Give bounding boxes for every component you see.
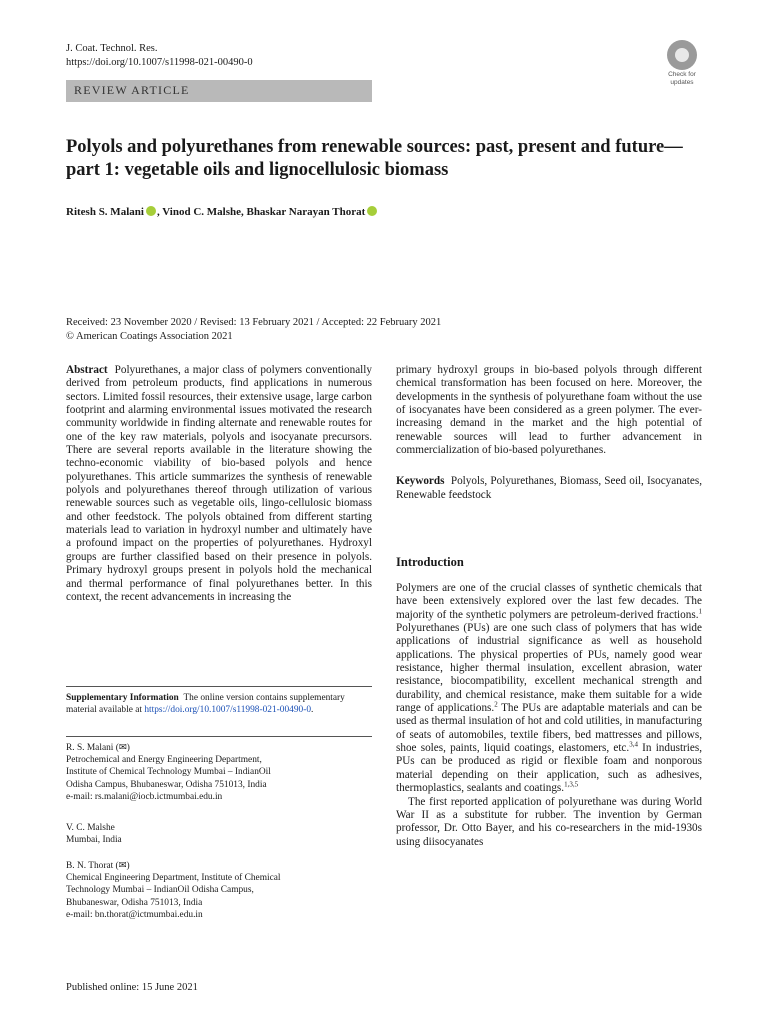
affiliation-line: Mumbai, India — [66, 835, 122, 846]
affiliation-name: V. C. Malshe — [66, 823, 115, 833]
intro-text: The PUs are adaptable materials and can be used as thermal insulation of hot and cold utilities, in manufacturing of seats of automobiles, textile fibers, bed mattresses and pillows, shoe soles, paints, liquid coatings, elastomers, etc. — [396, 702, 702, 755]
badge-label-1: Check for — [668, 71, 696, 78]
author-1[interactable]: Ritesh S. Malani — [66, 206, 144, 218]
keywords-text: Polyols, Polyurethanes, Biomass, Seed oil, Isocyanates, Renewable feedstock — [396, 475, 702, 501]
intro-text: Polyurethanes (PUs) are one such class of polymers that has wide applications of industrial significance as well as household applications. The physical properties of PUs, namely good wear resistance, higher thermal insulation, excellent abrasion, water resistance, biocompatibility, excellent mechanical strength and durability, and chemical resistance, make them suitable for a wide range of applications. — [396, 622, 702, 715]
affiliation-line: Petrochemical and Energy Engineering Department, — [66, 755, 262, 766]
keywords-heading: Keywords — [396, 475, 445, 488]
article-title: Polyols and polyurethanes from renewable sources: past, present and future—part 1: vegetable oils and lignocellulosic biomass — [66, 137, 683, 180]
supplementary-text: The online version contains supplementary material available at — [66, 693, 345, 715]
affiliation-malshe — [66, 822, 372, 846]
article-type: REVIEW ARTICLE — [74, 83, 190, 97]
citation[interactable]: 1,3,5 — [564, 780, 579, 789]
copyright: © American Coatings Association 2021 — [66, 331, 233, 342]
journal-name: J. Coat. Technol. Res. — [66, 43, 158, 54]
supplementary-link[interactable]: https://doi.org/10.1007/s11998-021-00490-0 — [144, 705, 312, 715]
abstract-continued: primary hydroxyl groups in bio-based polyols through different chemical transformation has been focused on here. Moreover, the developments in the synthesis of polyurethane foam without the use of isocyanates have been considered as a green polymer. The ever-increasing demand in the market and the high potential of renewable sources will lead to further advancement in commercialization of bio-based polyurethanes. — [396, 364, 702, 457]
divider — [66, 736, 372, 737]
citation[interactable]: 3,4 — [629, 740, 638, 749]
affiliation-malani — [66, 742, 372, 803]
abstract-text: Polyurethanes, a major class of polymers conventionally derived from petroleum products, find applications in numerous sectors. Limited fossil resources, their extensive usage, large carbon footprint and alarming environmental issues motivated the research community worldwide in finding alternate and renewable routes for one of the key raw materials, polyols and isocyanate precursors. There are several reports available in the literature showing the techno-economic viability of bio-based polyols and hence polyurethanes. This article summarizes the synthesis of renewable polyols and polyurethanes thereof through utilization of various renewable sources such as vegetable oils, lingo-cellulosic biomass and other feedstock. The polyols obtained from different starting materials lead to variation in hydroxyl number and ultimately have a profound impact on the properties of polyurethanes. Hydroxyl groups are further classified based on their presence in polyols. Primary hydroxyl groups present in polyols hold the mechanical and thermal performance of final polyurethanes better. In this context, the recent advancements in increasing the — [66, 364, 372, 603]
supplementary-info — [66, 692, 372, 716]
intro-text: In industries, PUs can be produced as rigid or flexible foam and nonporous material depending on their application, such as adhesives, thermoplastics, sealants and coatings. — [396, 742, 702, 795]
keywords — [396, 475, 702, 502]
affiliation-thorat — [66, 860, 372, 921]
affiliation-name: B. N. Thorat (✉) — [66, 861, 130, 871]
supplementary-heading: Supplementary Information — [66, 693, 179, 703]
author-rest[interactable]: , Vinod C. Malshe, Bhaskar Narayan Thorat — [156, 206, 366, 218]
intro-text: Polymers are one of the crucial classes of synthetic chemicals that have been extensively explored over the last few decades. The majority of the synthetic polymers are petroleum-derived fractions. — [396, 582, 702, 621]
abstract-heading: Abstract — [66, 364, 108, 376]
journal-header — [66, 42, 253, 70]
introduction-body — [396, 582, 702, 849]
affiliation-email[interactable]: e-mail: rs.malani@iocb.ictmumbai.edu.in — [66, 791, 223, 802]
orcid-icon[interactable] — [146, 206, 156, 216]
supplementary-end: . — [311, 705, 314, 715]
affiliation-line: Institute of Chemical Technology Mumbai – IndianOil — [66, 767, 271, 778]
badge-label-2: updates — [670, 79, 694, 86]
intro-paragraph-1 — [396, 582, 702, 796]
affiliation-line: Odisha Campus, Bhubaneswar, Odisha 751013, India — [66, 779, 267, 790]
article-dates — [66, 316, 441, 344]
abstract-left — [66, 364, 372, 604]
affiliation-line: Technology Mumbai – IndianOil Odisha Campus, — [66, 885, 254, 896]
affiliation-name: R. S. Malani (✉) — [66, 743, 130, 753]
doi-link[interactable]: https://doi.org/10.1007/s11998-021-00490-0 — [66, 57, 253, 68]
check-for-updates-badge[interactable] — [664, 40, 700, 86]
citation[interactable]: 1 — [698, 606, 702, 615]
introduction-heading: Introduction — [396, 555, 464, 569]
published-date: Published online: 15 June 2021 — [66, 982, 198, 993]
abstract-right — [396, 364, 702, 502]
intro-paragraph-2: The first reported application of polyurethane was during World War II as a substitute for rubber. The invention by German professor, Dr. Otto Bayer, and his co-researchers in the mid-1930s using diisocyanates — [396, 795, 702, 848]
divider — [66, 686, 372, 687]
affiliation-email[interactable]: e-mail: bn.thorat@ictmumbai.edu.in — [66, 909, 203, 920]
article-type-banner — [66, 80, 372, 102]
citation[interactable]: 2 — [494, 700, 498, 709]
affiliation-line: Bhubaneswar, Odisha 751013, India — [66, 897, 203, 908]
orcid-icon[interactable] — [367, 206, 377, 216]
history-dates: Received: 23 November 2020 / Revised: 13 February 2021 / Accepted: 22 February 2021 — [66, 317, 442, 328]
affiliation-line: Chemical Engineering Department, Institute of Chemical — [66, 873, 281, 884]
author-list — [66, 206, 378, 218]
crossmark-icon — [667, 40, 697, 70]
